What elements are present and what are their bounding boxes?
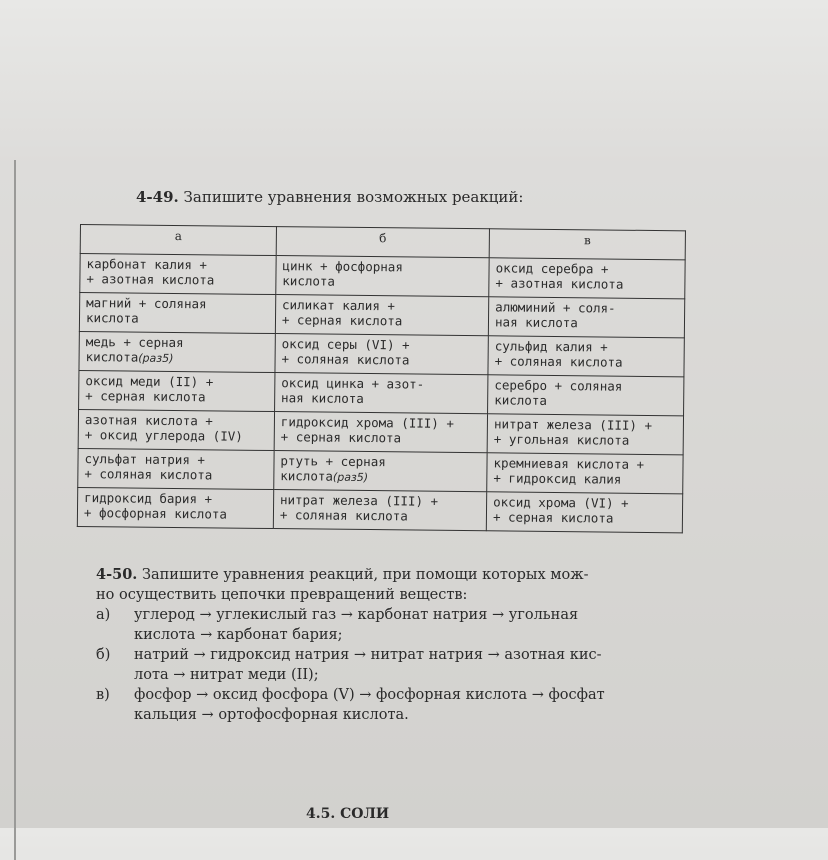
table-cell (486, 492, 682, 533)
cell-text: + азотная кислота (495, 275, 624, 292)
chain-item-label: б) (96, 647, 111, 663)
chain-item (96, 685, 696, 725)
table-cell (79, 293, 275, 334)
cell-text: азотная кислота + (84, 412, 213, 429)
table-cell (487, 453, 683, 494)
chain-item-line1: углерод → углекислый газ → карбонат натрия → угольная (134, 607, 579, 623)
cell-text: кислота (85, 310, 139, 326)
cell-text: кислота (282, 273, 336, 289)
task-50 (96, 565, 696, 725)
cell-text: карбонат калия + (86, 256, 208, 273)
cell-text: ная кислота (494, 314, 578, 331)
cell-text: алюминий + соля- (495, 299, 616, 316)
table-cell (487, 414, 683, 455)
table-cell (80, 254, 276, 295)
table-cell (77, 487, 273, 528)
cell-text: гидроксид хрома (III) + (280, 414, 455, 431)
cell-text: ртуть + серная (280, 453, 386, 470)
cell-text: + серная кислота (492, 509, 614, 526)
cell-text: оксид цинка + азот- (281, 375, 425, 392)
table-cell (78, 409, 274, 450)
table-row (79, 293, 684, 338)
task-49-title: Запишите уравнения возможных реакций: (183, 188, 524, 206)
task-50-items (96, 605, 696, 725)
table-cell (489, 258, 685, 299)
cell-text: ная кислота (281, 390, 364, 406)
cell-text: оксид хрома (VI) + (493, 494, 629, 511)
cell-text: + гидроксид калия (493, 470, 622, 487)
cell-text: серебро + соляная (494, 377, 623, 394)
cell-text: кислота (494, 392, 548, 408)
cell-text: + соляная кислота (279, 507, 408, 524)
cell-text: кислота (85, 349, 139, 365)
cell-text: силикат калия + (281, 297, 396, 314)
table-row (77, 487, 682, 532)
cell-text: нитрат железа (III) + (493, 416, 653, 434)
chain-item-line1: натрий → гидроксид натрия → нитрат натрия → азотная кис- (134, 647, 602, 663)
task-50-intro (96, 565, 696, 585)
task-50-intro-line2: но осуществить цепочки превращений веществ: (96, 587, 468, 603)
table-cell (78, 448, 274, 489)
cell-text: кислота (280, 468, 334, 484)
cell-text: цинк + фосфорная (282, 258, 403, 275)
cell-text: оксид серы (VI) + (281, 336, 410, 353)
cell-text: сульфид калия + (494, 338, 608, 355)
table-cell (274, 412, 488, 453)
reactions-table (77, 224, 686, 533)
table-cell (488, 336, 684, 377)
chain-item-line2: лота → нитрат меди (II); (134, 667, 319, 683)
table-cell (276, 256, 490, 297)
column-header-b: б (276, 227, 489, 258)
cell-text: + серная кислота (85, 388, 206, 405)
cell-text: медь + серная (85, 334, 184, 351)
chain-item-label: а) (96, 607, 111, 623)
handwritten-note: (раз5) (332, 470, 369, 485)
handwritten-note: (раз5) (138, 351, 174, 365)
table-row (80, 254, 685, 299)
cell-text: + соляная кислота (494, 353, 623, 370)
cell-text: + оксид углерода (IV) (84, 427, 243, 444)
cell-text: кремниевая кислота + (493, 455, 645, 472)
cell-text: магний + соляная (86, 295, 207, 312)
chain-item-line2: кислота → карбонат бария; (134, 627, 343, 643)
table-cell (274, 373, 488, 414)
chain-item-line1: фосфор → оксид фосфора (V) → фосфорная кислота → фосфат (134, 687, 605, 703)
task-50-intro-line1: Запишите уравнения реакций, при помощи которых мож- (141, 567, 589, 583)
chain-item (96, 645, 696, 685)
table-cell (488, 297, 684, 338)
chain-item-line2: кальция → ортофосфорная кислота. (134, 707, 409, 723)
task-49-number: 4-49. (136, 188, 179, 206)
section-heading: 4.5. СОЛИ (306, 806, 390, 822)
task-50-number: 4-50. (96, 566, 138, 583)
cell-text: оксид серебра + (495, 260, 609, 277)
cell-text: + азотная кислота (86, 271, 215, 288)
cell-text: + фосфорная кислота (83, 505, 228, 522)
task-49-heading (136, 188, 523, 206)
table-row (78, 409, 683, 454)
cell-text: + серная кислота (281, 312, 403, 329)
table-row (79, 331, 684, 376)
page-edge (14, 160, 16, 860)
table-cell (273, 490, 487, 531)
column-header-a: а (80, 225, 276, 256)
cell-text: + серная кислота (280, 429, 402, 446)
table-row (79, 370, 684, 415)
cell-text: + соляная кислота (84, 466, 213, 483)
column-header-v: в (489, 229, 685, 260)
table-cell (274, 451, 488, 492)
cell-text: нитрат железа (III) + (279, 492, 439, 509)
chain-item (96, 605, 696, 645)
cell-text: + соляная кислота (281, 351, 410, 368)
table-cell (79, 331, 275, 372)
table-cell (488, 375, 684, 416)
cell-text: сульфат натрия + (84, 451, 206, 468)
chain-item-label: в) (96, 687, 110, 703)
table-cell (275, 334, 489, 375)
cell-text: + угольная кислота (493, 431, 630, 448)
table-cell (275, 295, 489, 336)
cell-text: оксид меди (II) + (85, 373, 214, 390)
table-cell (79, 370, 275, 411)
table-row (78, 448, 683, 493)
cell-text: гидроксид бария + (84, 490, 213, 507)
